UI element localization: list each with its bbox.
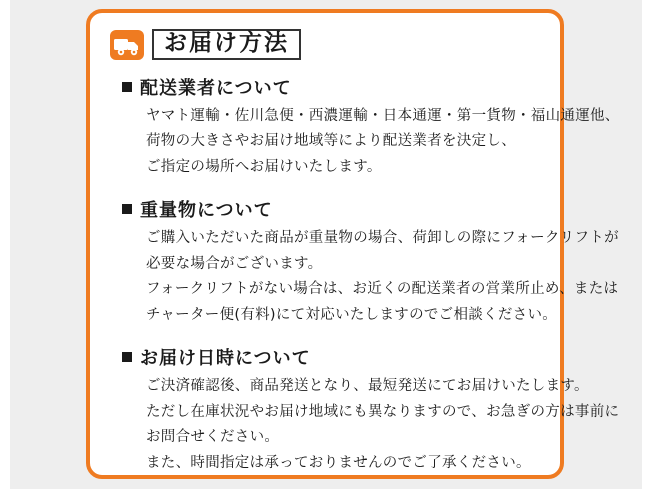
section-body [110, 227, 619, 326]
body-line: 荷物の大きさやお届け地域等により配送業者を決定し、 [146, 133, 516, 150]
body-line: また、時間指定は承っておりませんのでご了承ください。 [146, 454, 531, 471]
body-line: チャーター便(有料)にて対応いたしますのでご相談ください。 [146, 306, 558, 323]
body-line: ご決済確認後、商品発送となり、最短発送にてお届けいたします。 [146, 378, 589, 395]
body-line: 必要な場合がございます。 [146, 255, 323, 272]
right-margin [642, 0, 652, 489]
body-line: お問合せください。 [146, 429, 280, 446]
section-body [110, 375, 620, 474]
body-line: ただし在庫状況やお届け地域にも異なりますので、お急ぎの方は事前に [146, 403, 620, 420]
bullet-square-icon [122, 82, 132, 92]
section-heading [110, 74, 542, 100]
body-line: フォークリフトがない場合は、お近くの配送業者の営業所止め、または [146, 281, 619, 298]
section-heading-label: お届け日時について [140, 348, 311, 370]
delivery-info-card [86, 9, 620, 479]
section-heavy-items [110, 196, 619, 326]
section-heading [110, 344, 542, 370]
left-margin [0, 0, 10, 489]
bullet-square-icon [122, 204, 132, 214]
section-heading-label: 重量物について [140, 200, 273, 222]
section-heading-label: 配送業者について [140, 78, 292, 99]
body-line: ヤマト運輸・佐川急便・西濃運輸・日本通運・第一貨物・福山通運他、 [146, 108, 620, 124]
section-delivery-company [110, 74, 620, 178]
section-body [110, 105, 620, 178]
bullet-square-icon [122, 352, 132, 362]
card-header [110, 29, 542, 60]
body-line: ご指定の場所へお届けいたします。 [146, 158, 382, 175]
page-title: お届け方法 [164, 30, 289, 56]
section-heading [110, 196, 542, 222]
page-title-box [152, 29, 301, 60]
delivery-truck-icon [110, 30, 144, 60]
body-line: ご購入いただいた商品が重量物の場合、荷卸しの際にフォークリフトが [146, 230, 619, 247]
section-delivery-datetime [110, 344, 620, 474]
